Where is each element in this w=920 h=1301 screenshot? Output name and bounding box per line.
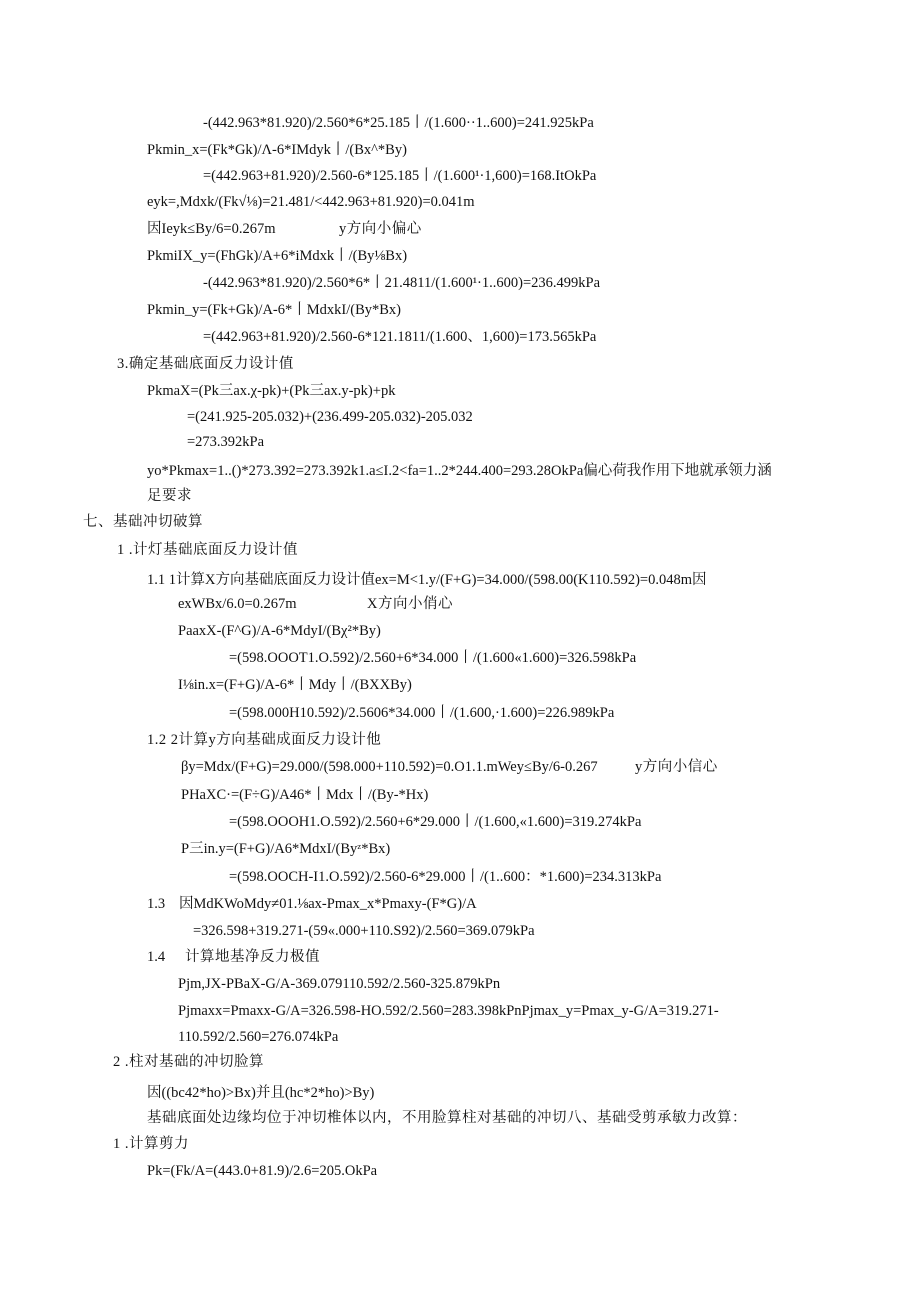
text-line: 因Ieyk≤By/6=0.267m <box>147 221 276 237</box>
section-number: 1.3 <box>147 896 166 912</box>
text-line: =(598.OOOT1.O.592)/2.560+6*34.000丨/(1.600«1.600)=326.598kPa <box>229 650 637 666</box>
text-line: Pjmaxx=Pmaxx-G/A=326.598-HO.592/2.560=283.398kPnPjmax_y=Pmax_y-G/A=319.271- <box>178 1003 719 1019</box>
text-line: eyk=,Mdxk/(Fk√⅛)=21.481/<442.963+81.920)=0.041m <box>147 194 475 210</box>
text-line: Pkmin_y=(Fk+Gk)/A-6*丨MdxkI/(By*Bx) <box>147 302 401 318</box>
text-line: y方向小偏心 <box>339 221 422 237</box>
text-line: yo*Pkmax=1..()*273.392=273.392k1.a≤I.2<fa=1..2*244.400=293.28OkPa偏心荷我作用下地就承领力涵 <box>147 463 772 479</box>
text-line: PkmiIX_y=(FhGk)/A+6*iMdxk丨/(By⅛Bx) <box>147 248 408 264</box>
text-line: 足要求 <box>147 488 192 504</box>
text-line: =(442.963+81.920)/2.560-6*121.1811/(1.600、1,600)=173.565kPa <box>203 329 597 345</box>
text-line: 因((bc42*ho)>Bx)并且(hc*2*ho)>By) <box>147 1085 375 1101</box>
text-line: y方向小信心 <box>635 759 718 775</box>
section-heading: 3.确定基础底面反力设计值 <box>117 356 294 372</box>
section-heading: 2 .柱对基础的冲切脸算 <box>113 1054 264 1070</box>
text-line: 基础底面处边缘均位于冲切椎体以内，不用脸算柱对基础的冲切八、基础受剪承敏力改算： <box>147 1110 747 1126</box>
section-heading: 七、基础冲切破算 <box>83 514 203 530</box>
text-line: =(598.OOCH-I1.O.592)/2.560-6*29.000丨/(1..600：*1.600)=234.313kPa <box>229 869 662 885</box>
text-line: -(442.963*81.920)/2.560*6*丨21.4811/(1.600¹·1..600)=236.499kPa <box>203 275 601 291</box>
text-line: X方向小俏心 <box>367 596 453 612</box>
text-line: P三in.y=(F+G)/A6*MdxI/(Byᶻ*Bx) <box>181 841 391 857</box>
section-heading: 1.2 2计算y方向基础成面反力设计他 <box>147 732 382 748</box>
section-heading: 1 .计灯基础底面反力设计值 <box>117 542 298 558</box>
text-line: exWBx/6.0=0.267m <box>178 596 297 612</box>
section-heading: 计算地基净反力极值 <box>185 949 320 965</box>
section-heading: 1 .计算剪力 <box>113 1136 189 1152</box>
text-line: =(241.925-205.032)+(236.499-205.032)-205.032 <box>187 409 473 425</box>
text-line: =(442.963+81.920)/2.560-6*125.185丨/(1.600¹·1,600)=168.ItOkPa <box>203 168 597 184</box>
text-line: =273.392kPa <box>187 434 265 450</box>
text-line: Pk=(Fk/A=(443.0+81.9)/2.6=205.OkPa <box>147 1163 378 1179</box>
text-line: =(598.OOOH1.O.592)/2.560+6*29.000丨/(1.600,«1.600)=319.274kPa <box>229 814 642 830</box>
text-line: 110.592/2.560=276.074kPa <box>178 1029 339 1045</box>
text-line: PHaXC·=(F÷G)/A46*丨Mdx丨/(By-*Hx) <box>181 787 429 803</box>
text-line: =326.598+319.271-(59«.000+110.S92)/2.560=369.079kPa <box>193 923 535 939</box>
text-line: -(442.963*81.920)/2.560*6*25.185丨/(1.600··1..600)=241.925kPa <box>203 115 594 131</box>
text-line: PaaxX-(F^G)/A-6*MdyI/(Bχ²*By) <box>178 623 381 639</box>
text-line: =(598.000H10.592)/2.5606*34.000丨/(1.600,·1.600)=226.989kPa <box>229 705 615 721</box>
text-line: Pjm,JX-PBaX-G/A-369.079110.592/2.560-325.879kPn <box>178 976 501 992</box>
text-line: 1.1 1计算X方向基础底面反力设计值ex=M<1.y/(F+G)=34.000/(598.00(K110.592)=0.048m因 <box>147 572 707 588</box>
section-number: 1.4 <box>147 949 166 965</box>
text-line: Pkmin_x=(Fk*Gk)/Λ-6*IMdyk丨/(Bx^*By) <box>147 142 407 158</box>
text-line: PkmaX=(Pk三ax.χ-pk)+(Pk三ax.y-pk)+pk <box>147 383 396 399</box>
text-line: I⅛in.x=(F+G)/A-6*丨Mdy丨/(BXXBy) <box>178 677 412 693</box>
text-line: 因MdKWoMdy≠01.⅛ax-Pmax_x*Pmaxy-(F*G)/A <box>179 896 477 912</box>
text-line: βy=Mdx/(F+G)=29.000/(598.000+110.592)=0.O1.1.mWey≤By/6-0.267 <box>181 759 598 775</box>
